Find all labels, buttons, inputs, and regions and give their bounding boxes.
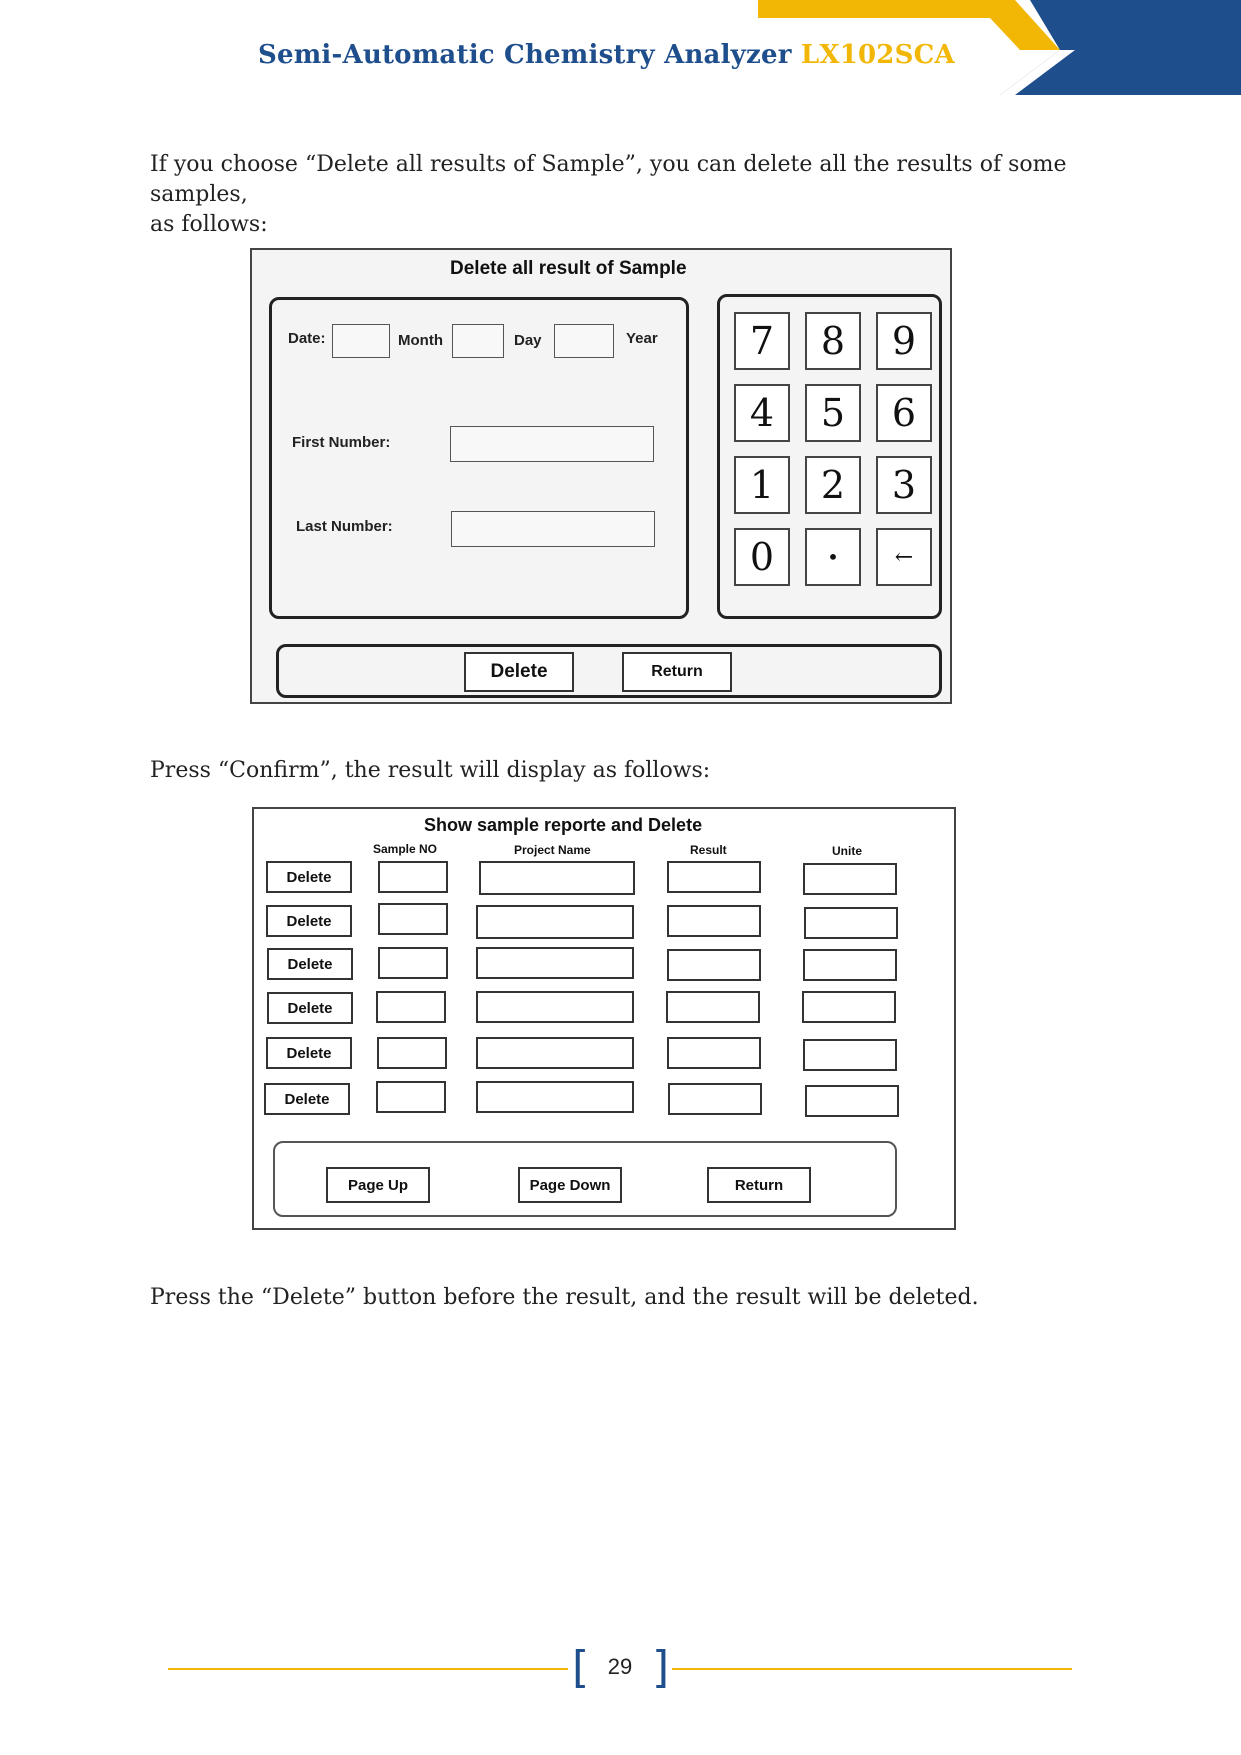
row-delete-button[interactable]: Delete	[266, 1037, 352, 1069]
dialog-title: Show sample reporte and Delete	[424, 815, 703, 835]
date-label: Date:	[288, 330, 326, 347]
keypad-key-5[interactable]: 5	[805, 384, 861, 442]
column-header-sample-no: Sample NO	[373, 842, 438, 856]
project-name-field	[476, 947, 634, 979]
sample-no-field	[376, 991, 446, 1023]
result-field	[666, 991, 760, 1023]
unite-field	[805, 1085, 899, 1117]
page-down-button[interactable]: Page Down	[518, 1167, 622, 1203]
delete-all-results-dialog	[250, 248, 952, 704]
day-input[interactable]	[452, 324, 504, 358]
keypad-key-9[interactable]: 9	[876, 312, 932, 370]
return-button[interactable]: Return	[707, 1167, 811, 1203]
unite-field	[803, 863, 897, 895]
sample-no-field	[376, 1081, 446, 1113]
row-delete-button[interactable]: Delete	[266, 861, 352, 893]
confirm-paragraph: Press “Confirm”, the result will display as follows:	[150, 758, 711, 783]
year-label: Year	[626, 330, 658, 347]
keypad-key-4[interactable]: 4	[734, 384, 790, 442]
project-name-field	[476, 905, 634, 939]
keypad-key-0[interactable]: 0	[734, 528, 790, 586]
column-header-result: Result	[690, 843, 727, 857]
last-number-label: Last Number:	[296, 518, 393, 535]
dialog-title: Delete all result of Sample	[450, 258, 687, 279]
row-delete-button[interactable]: Delete	[267, 992, 353, 1024]
page-number: 29	[607, 1654, 633, 1679]
header-product-name: Semi-Automatic Chemistry Analyzer	[258, 40, 792, 70]
delete-button[interactable]: Delete	[464, 652, 574, 692]
header-model: LX102SCA	[800, 40, 955, 70]
keypad-key-backspace[interactable]: ←	[876, 528, 932, 586]
keypad-key-8[interactable]: 8	[805, 312, 861, 370]
page-number-bracket-right: ]	[652, 1642, 670, 1693]
column-header-project-name: Project Name	[514, 843, 591, 857]
sample-no-field	[377, 1037, 447, 1069]
first-number-input[interactable]	[450, 426, 654, 462]
delete-note-paragraph: Press the “Delete” button before the result, and the result will be deleted.	[150, 1285, 979, 1310]
sample-no-field	[378, 903, 448, 935]
keypad-key-7[interactable]: 7	[734, 312, 790, 370]
row-delete-button[interactable]: Delete	[267, 948, 353, 980]
first-number-label: First Number:	[292, 434, 391, 451]
keypad-key-3[interactable]: 3	[876, 456, 932, 514]
return-button[interactable]: Return	[622, 652, 732, 692]
row-delete-button[interactable]: Delete	[266, 905, 352, 937]
day-label: Day	[514, 332, 542, 349]
project-name-field	[479, 861, 635, 895]
sample-no-field	[378, 861, 448, 893]
unite-field	[803, 1039, 897, 1071]
keypad-key-dot[interactable]: •	[805, 528, 861, 586]
intro-line-1: If you choose “Delete all results of Sample”, you can delete all the results of some samples,	[150, 152, 1067, 207]
footer-rule-left	[168, 1668, 568, 1670]
unite-field	[803, 949, 897, 981]
last-number-input[interactable]	[451, 511, 655, 547]
show-sample-report-dialog	[252, 807, 956, 1230]
unite-field	[802, 991, 896, 1023]
result-field	[667, 905, 761, 937]
document-header-title	[258, 40, 955, 70]
intro-paragraph	[150, 150, 1100, 240]
keypad-key-2[interactable]: 2	[805, 456, 861, 514]
month-label: Month	[398, 332, 443, 349]
column-header-unite: Unite	[832, 844, 862, 858]
result-field	[667, 1037, 761, 1069]
project-name-field	[476, 1037, 634, 1069]
intro-line-2: as follows:	[150, 212, 268, 237]
result-field	[667, 949, 761, 981]
row-delete-button[interactable]: Delete	[264, 1083, 350, 1115]
month-input[interactable]	[332, 324, 390, 358]
project-name-field	[476, 991, 634, 1023]
keypad-key-6[interactable]: 6	[876, 384, 932, 442]
keypad-key-1[interactable]: 1	[734, 456, 790, 514]
result-field	[668, 1083, 762, 1115]
page-number-bracket-left: [	[572, 1642, 590, 1693]
result-field	[667, 861, 761, 893]
sample-no-field	[378, 947, 448, 979]
footer-rule-right	[672, 1668, 1072, 1670]
year-input[interactable]	[554, 324, 614, 358]
page-up-button[interactable]: Page Up	[326, 1167, 430, 1203]
project-name-field	[476, 1081, 634, 1113]
action-bar	[276, 644, 942, 698]
unite-field	[804, 907, 898, 939]
